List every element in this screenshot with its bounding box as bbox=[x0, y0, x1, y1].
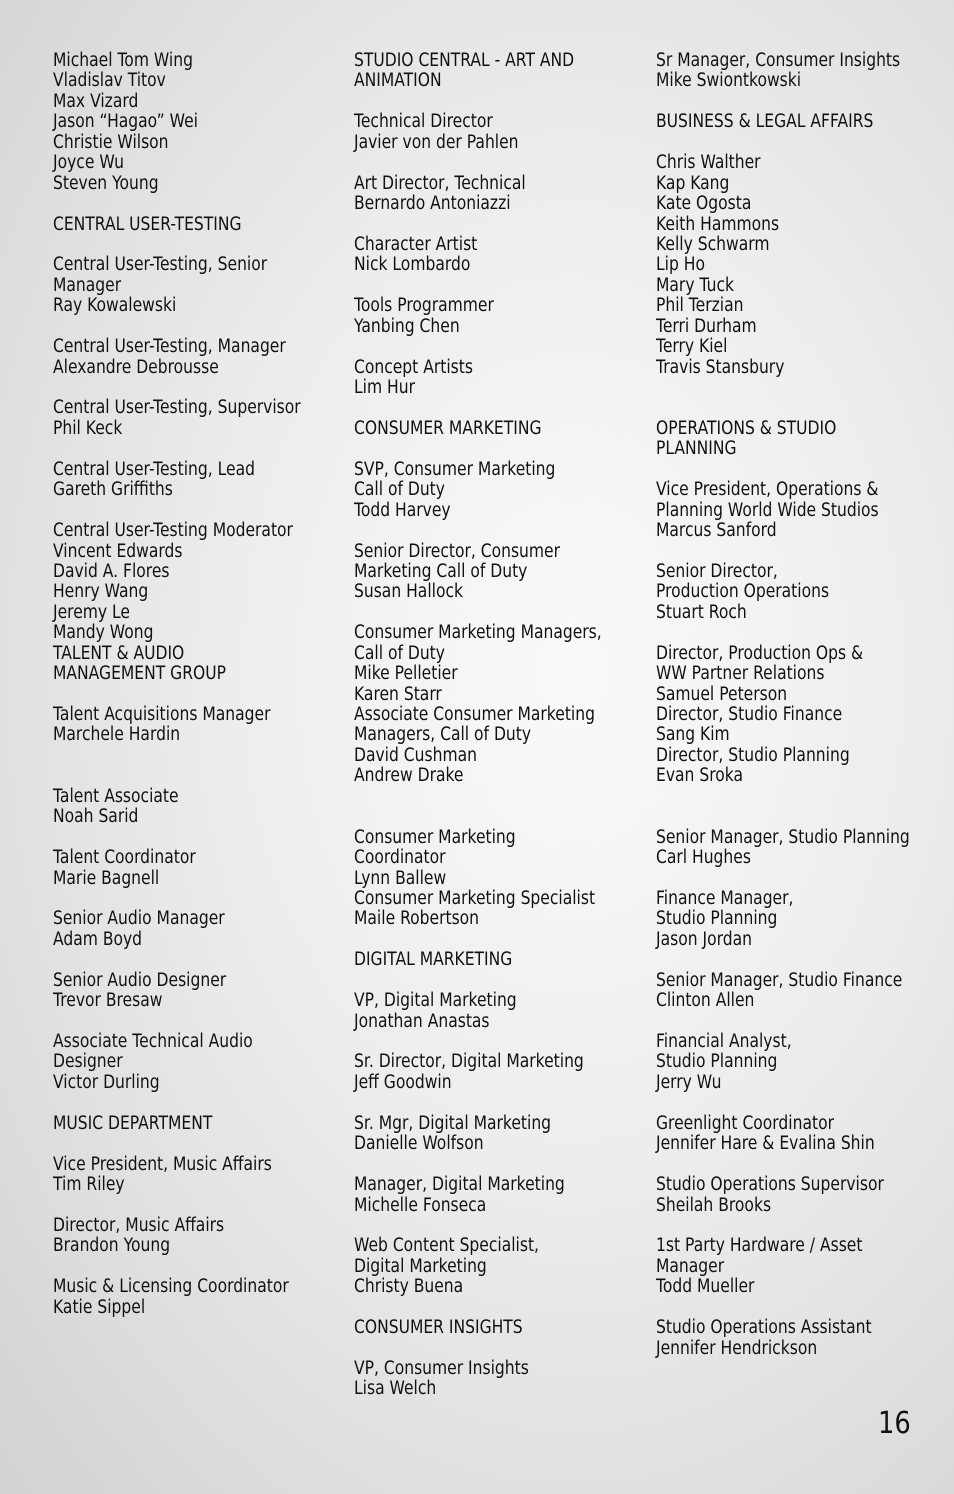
credit-line: Associate Consumer Marketing bbox=[354, 704, 595, 725]
spacer bbox=[53, 828, 301, 848]
credit-line: Talent Acquisitions Manager bbox=[53, 704, 271, 725]
credit-line: Carl Hughes bbox=[656, 847, 751, 869]
credit-line: Jonathan Anastas bbox=[354, 1010, 490, 1032]
credit-line: Kelly Schwarm bbox=[656, 233, 770, 255]
credit-line: Concept Artists bbox=[354, 356, 473, 378]
credit-line: Tim Riley bbox=[53, 1174, 125, 1196]
credit-line: Marketing Call of Duty bbox=[354, 560, 528, 582]
spacer bbox=[656, 787, 910, 807]
credit-line: Director, Studio Finance bbox=[656, 704, 843, 725]
credit-line: Trevor Bresaw bbox=[53, 990, 163, 1012]
credit-line: Jerry Wu bbox=[656, 1071, 722, 1093]
credit-line: WW Partner Relations bbox=[656, 663, 825, 685]
credit-line: Noah Sarid bbox=[53, 806, 139, 828]
credit-line: Samuel Peterson bbox=[656, 683, 788, 705]
credit-line: Katie Sippel bbox=[53, 1296, 146, 1318]
credit-line: MANAGEMENT GROUP bbox=[53, 663, 226, 685]
spacer bbox=[53, 194, 301, 214]
spacer bbox=[656, 542, 910, 562]
credit-line: Music & Licensing Coordinator bbox=[53, 1276, 289, 1298]
credit-line: Mary Tuck bbox=[656, 274, 734, 296]
credit-line: SVP, Consumer Marketing bbox=[354, 458, 556, 480]
credit-line: Director, Production Ops & bbox=[656, 642, 864, 664]
credit-line: Henry Wang bbox=[53, 581, 149, 603]
credit-line: Senior Manager, Studio Finance bbox=[656, 969, 903, 991]
credit-line: Lisa Welch bbox=[354, 1378, 437, 1400]
credit-line: Sr. Director, Digital Marketing bbox=[354, 1051, 584, 1073]
credit-line: CONSUMER INSIGHTS bbox=[354, 1317, 523, 1339]
credit-line: Jennifer Hendrickson bbox=[656, 1337, 818, 1359]
spacer bbox=[354, 439, 602, 459]
spacer bbox=[656, 623, 910, 643]
spacer bbox=[53, 889, 301, 909]
spacer bbox=[656, 1155, 910, 1175]
spacer bbox=[656, 378, 910, 398]
credit-line: Consumer Marketing Specialist bbox=[354, 887, 596, 909]
credit-line: Designer bbox=[53, 1051, 123, 1073]
credit-line: Central User-Testing Moderator bbox=[53, 520, 293, 542]
credit-line: Central User-Testing, Lead bbox=[53, 458, 255, 480]
spacer bbox=[354, 1298, 602, 1318]
credit-line: Vladislav Titov bbox=[53, 70, 166, 92]
spacer bbox=[53, 378, 301, 398]
credit-line: Lim Hur bbox=[354, 377, 415, 398]
spacer bbox=[354, 930, 602, 950]
page-number: 16 bbox=[878, 1406, 911, 1441]
credit-line: Marchele Hardin bbox=[53, 724, 181, 746]
credit-line: Tools Programmer bbox=[354, 295, 494, 317]
spacer bbox=[354, 603, 602, 623]
credit-line: Vice President, Operations & bbox=[656, 479, 879, 501]
credit-line: Gareth Griffiths bbox=[53, 479, 173, 501]
credit-line: Studio Planning bbox=[656, 1051, 778, 1073]
credit-line: Jennifer Hare & Evalina Shin bbox=[656, 1133, 875, 1155]
credit-line: Mike Swiontkowski bbox=[656, 70, 802, 92]
credit-line: Coordinator bbox=[354, 847, 446, 869]
spacer bbox=[656, 460, 910, 480]
spacer bbox=[656, 92, 910, 112]
credit-line: Greenlight Coordinator bbox=[656, 1112, 834, 1134]
credit-line: Stuart Roch bbox=[656, 601, 747, 623]
credit-line: Consumer Marketing Managers, bbox=[354, 622, 602, 644]
credit-line: Call of Duty bbox=[354, 642, 445, 664]
spacer bbox=[354, 521, 602, 541]
credit-line: Christie Wilson bbox=[53, 131, 169, 153]
spacer bbox=[354, 1155, 602, 1175]
credit-line: David A. Flores bbox=[53, 560, 170, 582]
credit-line: Christy Buena bbox=[354, 1276, 464, 1298]
credit-line: Keith Hammons bbox=[656, 213, 780, 235]
credit-line: Danielle Wolfson bbox=[354, 1133, 484, 1155]
spacer bbox=[656, 1298, 910, 1318]
credit-line: Jeff Goodwin bbox=[354, 1071, 452, 1093]
spacer bbox=[53, 685, 301, 705]
spacer bbox=[354, 1032, 602, 1052]
credit-line: Manager, Digital Marketing bbox=[354, 1174, 565, 1196]
credit-line: Maile Robertson bbox=[354, 908, 480, 930]
credit-line: Travis Stansbury bbox=[656, 356, 785, 378]
spacer bbox=[53, 1012, 301, 1032]
credit-line: Susan Hallock bbox=[354, 581, 464, 603]
credit-line: Managers, Call of Duty bbox=[354, 724, 532, 746]
credit-line: Terri Durham bbox=[656, 315, 757, 337]
credit-line: Kate Ogosta bbox=[656, 193, 752, 215]
credit-line: Michael Tom Wing bbox=[53, 50, 193, 71]
spacer bbox=[354, 1093, 602, 1113]
credit-line: Director, Studio Planning bbox=[656, 744, 850, 766]
credit-line: DIGITAL MARKETING bbox=[354, 949, 513, 971]
credit-line: Jason Jordan bbox=[656, 928, 752, 950]
credit-line: Lynn Ballew bbox=[354, 867, 447, 889]
credit-line: Character Artist bbox=[354, 233, 478, 255]
credit-line: Art Director, Technical bbox=[354, 172, 526, 194]
credit-line: Terry Kiel bbox=[656, 336, 728, 358]
credit-line: Senior Manager, Studio Planning bbox=[656, 826, 910, 848]
credit-line: Studio Operations Supervisor bbox=[656, 1174, 884, 1196]
credit-line: Chris Walther bbox=[656, 152, 761, 174]
spacer bbox=[354, 1216, 602, 1236]
credits-column-3 bbox=[656, 51, 910, 1359]
credit-line: Yanbing Chen bbox=[354, 315, 460, 337]
credit-line: Evan Sroka bbox=[656, 765, 744, 787]
credit-line: Victor Durling bbox=[53, 1071, 160, 1093]
credit-line: Manager bbox=[53, 274, 122, 296]
spacer bbox=[656, 869, 910, 889]
credit-line: Todd Mueller bbox=[656, 1276, 755, 1298]
credit-line: Senior Director, Consumer bbox=[354, 540, 560, 562]
credit-line: Vincent Edwards bbox=[53, 540, 183, 562]
credit-line: Consumer Marketing bbox=[354, 826, 516, 848]
credit-line: Digital Marketing bbox=[354, 1255, 487, 1277]
credit-line: Adam Boyd bbox=[53, 928, 143, 950]
credit-line: Sr Manager, Consumer Insights bbox=[656, 50, 901, 71]
credit-line: Senior Audio Manager bbox=[53, 908, 225, 930]
spacer bbox=[53, 766, 301, 786]
credit-line: Michelle Fonseca bbox=[354, 1194, 487, 1216]
credit-line: Mandy Wong bbox=[53, 622, 154, 644]
credit-line: Manager bbox=[656, 1255, 725, 1277]
spacer bbox=[656, 1093, 910, 1113]
credit-line: Lip Ho bbox=[656, 254, 705, 276]
spacer bbox=[354, 276, 602, 296]
spacer bbox=[53, 746, 301, 766]
spacer bbox=[354, 807, 602, 827]
spacer bbox=[354, 337, 602, 357]
credit-line: Finance Manager, bbox=[656, 887, 794, 909]
spacer bbox=[354, 1339, 602, 1359]
credit-line: VP, Consumer Insights bbox=[354, 1358, 529, 1379]
credit-line: Phil Keck bbox=[53, 417, 123, 439]
credit-line: Jason “Hagao” Wei bbox=[53, 111, 198, 133]
credit-line: Andrew Drake bbox=[354, 765, 464, 787]
credit-line: Senior Director, bbox=[656, 560, 778, 582]
credit-line: Central User-Testing, Senior bbox=[53, 254, 268, 276]
credit-line: Clinton Allen bbox=[656, 990, 755, 1012]
credit-line: Sheilah Brooks bbox=[656, 1194, 772, 1216]
credit-line: TALENT & AUDIO bbox=[53, 642, 185, 664]
credit-line: Web Content Specialist, bbox=[354, 1235, 540, 1257]
credit-line: Jeremy Le bbox=[53, 601, 130, 623]
credit-line: Talent Associate bbox=[53, 785, 179, 807]
spacer bbox=[656, 807, 910, 827]
credit-line: OPERATIONS & STUDIO bbox=[656, 417, 837, 439]
spacer bbox=[656, 1012, 910, 1032]
credit-line: Studio Planning bbox=[656, 908, 778, 930]
credit-line: Nick Lombardo bbox=[354, 254, 471, 276]
credit-line: PLANNING bbox=[656, 438, 737, 460]
credit-line: Associate Technical Audio bbox=[53, 1031, 253, 1052]
credit-line: Bernardo Antoniazzi bbox=[354, 193, 511, 215]
spacer bbox=[53, 1093, 301, 1113]
credit-line: Kap Kang bbox=[656, 172, 730, 194]
credit-line: Steven Young bbox=[53, 172, 159, 194]
credit-line: BUSINESS & LEGAL AFFAIRS bbox=[656, 111, 874, 133]
spacer bbox=[354, 215, 602, 235]
spacer bbox=[354, 787, 602, 807]
credit-line: VP, Digital Marketing bbox=[354, 990, 517, 1012]
credit-line: Joyce Wu bbox=[53, 152, 124, 174]
spacer bbox=[354, 971, 602, 991]
credit-line: 1st Party Hardware / Asset bbox=[656, 1235, 863, 1257]
credit-line: STUDIO CENTRAL - ART AND bbox=[354, 50, 575, 71]
credit-line: Phil Terzian bbox=[656, 295, 744, 317]
credit-line: Planning World Wide Studios bbox=[656, 499, 879, 521]
credit-line: Marie Bagnell bbox=[53, 867, 160, 889]
spacer bbox=[354, 153, 602, 173]
credit-line: Marcus Sanford bbox=[656, 520, 777, 542]
credit-line: Mike Pelletier bbox=[354, 663, 458, 685]
spacer bbox=[656, 1216, 910, 1236]
spacer bbox=[354, 92, 602, 112]
spacer bbox=[53, 1196, 301, 1216]
credits-column-2 bbox=[354, 51, 602, 1400]
spacer bbox=[656, 398, 910, 418]
credit-line: Ray Kowalewski bbox=[53, 295, 177, 317]
credit-line: ANIMATION bbox=[354, 70, 442, 92]
credits-column-1 bbox=[53, 51, 301, 1318]
spacer bbox=[53, 235, 301, 255]
credit-line: Karen Starr bbox=[354, 683, 442, 705]
credit-line: Senior Audio Designer bbox=[53, 969, 227, 991]
credit-line: Vice President, Music Affairs bbox=[53, 1153, 272, 1175]
spacer bbox=[53, 439, 301, 459]
spacer bbox=[656, 950, 910, 970]
credit-line: Call of Duty bbox=[354, 479, 445, 501]
credit-line: Javier von der Pahlen bbox=[354, 131, 519, 153]
credit-line: Max Vizard bbox=[53, 90, 139, 112]
spacer bbox=[53, 1257, 301, 1277]
credit-line: David Cushman bbox=[354, 744, 477, 766]
credit-line: Financial Analyst, bbox=[656, 1031, 792, 1052]
credit-line: Sr. Mgr, Digital Marketing bbox=[354, 1112, 552, 1134]
spacer bbox=[53, 501, 301, 521]
spacer bbox=[354, 398, 602, 418]
credit-line: Technical Director bbox=[354, 111, 493, 133]
credit-line: Brandon Young bbox=[53, 1235, 171, 1257]
credit-line: Sang Kim bbox=[656, 724, 730, 746]
credit-line: Talent Coordinator bbox=[53, 847, 196, 869]
credit-line: Director, Music Affairs bbox=[53, 1214, 225, 1236]
spacer bbox=[53, 950, 301, 970]
credit-line: Central User-Testing, Manager bbox=[53, 336, 286, 358]
spacer bbox=[656, 133, 910, 153]
credit-line: Production Operations bbox=[656, 581, 830, 603]
spacer bbox=[53, 317, 301, 337]
credit-line: Alexandre Debrousse bbox=[53, 356, 219, 378]
credit-line: Central User-Testing, Supervisor bbox=[53, 397, 301, 419]
credit-line: Todd Harvey bbox=[354, 499, 451, 521]
credit-line: CONSUMER MARKETING bbox=[354, 417, 542, 439]
credit-line: Studio Operations Assistant bbox=[656, 1317, 872, 1339]
credit-line: CENTRAL USER-TESTING bbox=[53, 213, 242, 235]
spacer bbox=[53, 1134, 301, 1154]
credit-line: MUSIC DEPARTMENT bbox=[53, 1112, 213, 1134]
